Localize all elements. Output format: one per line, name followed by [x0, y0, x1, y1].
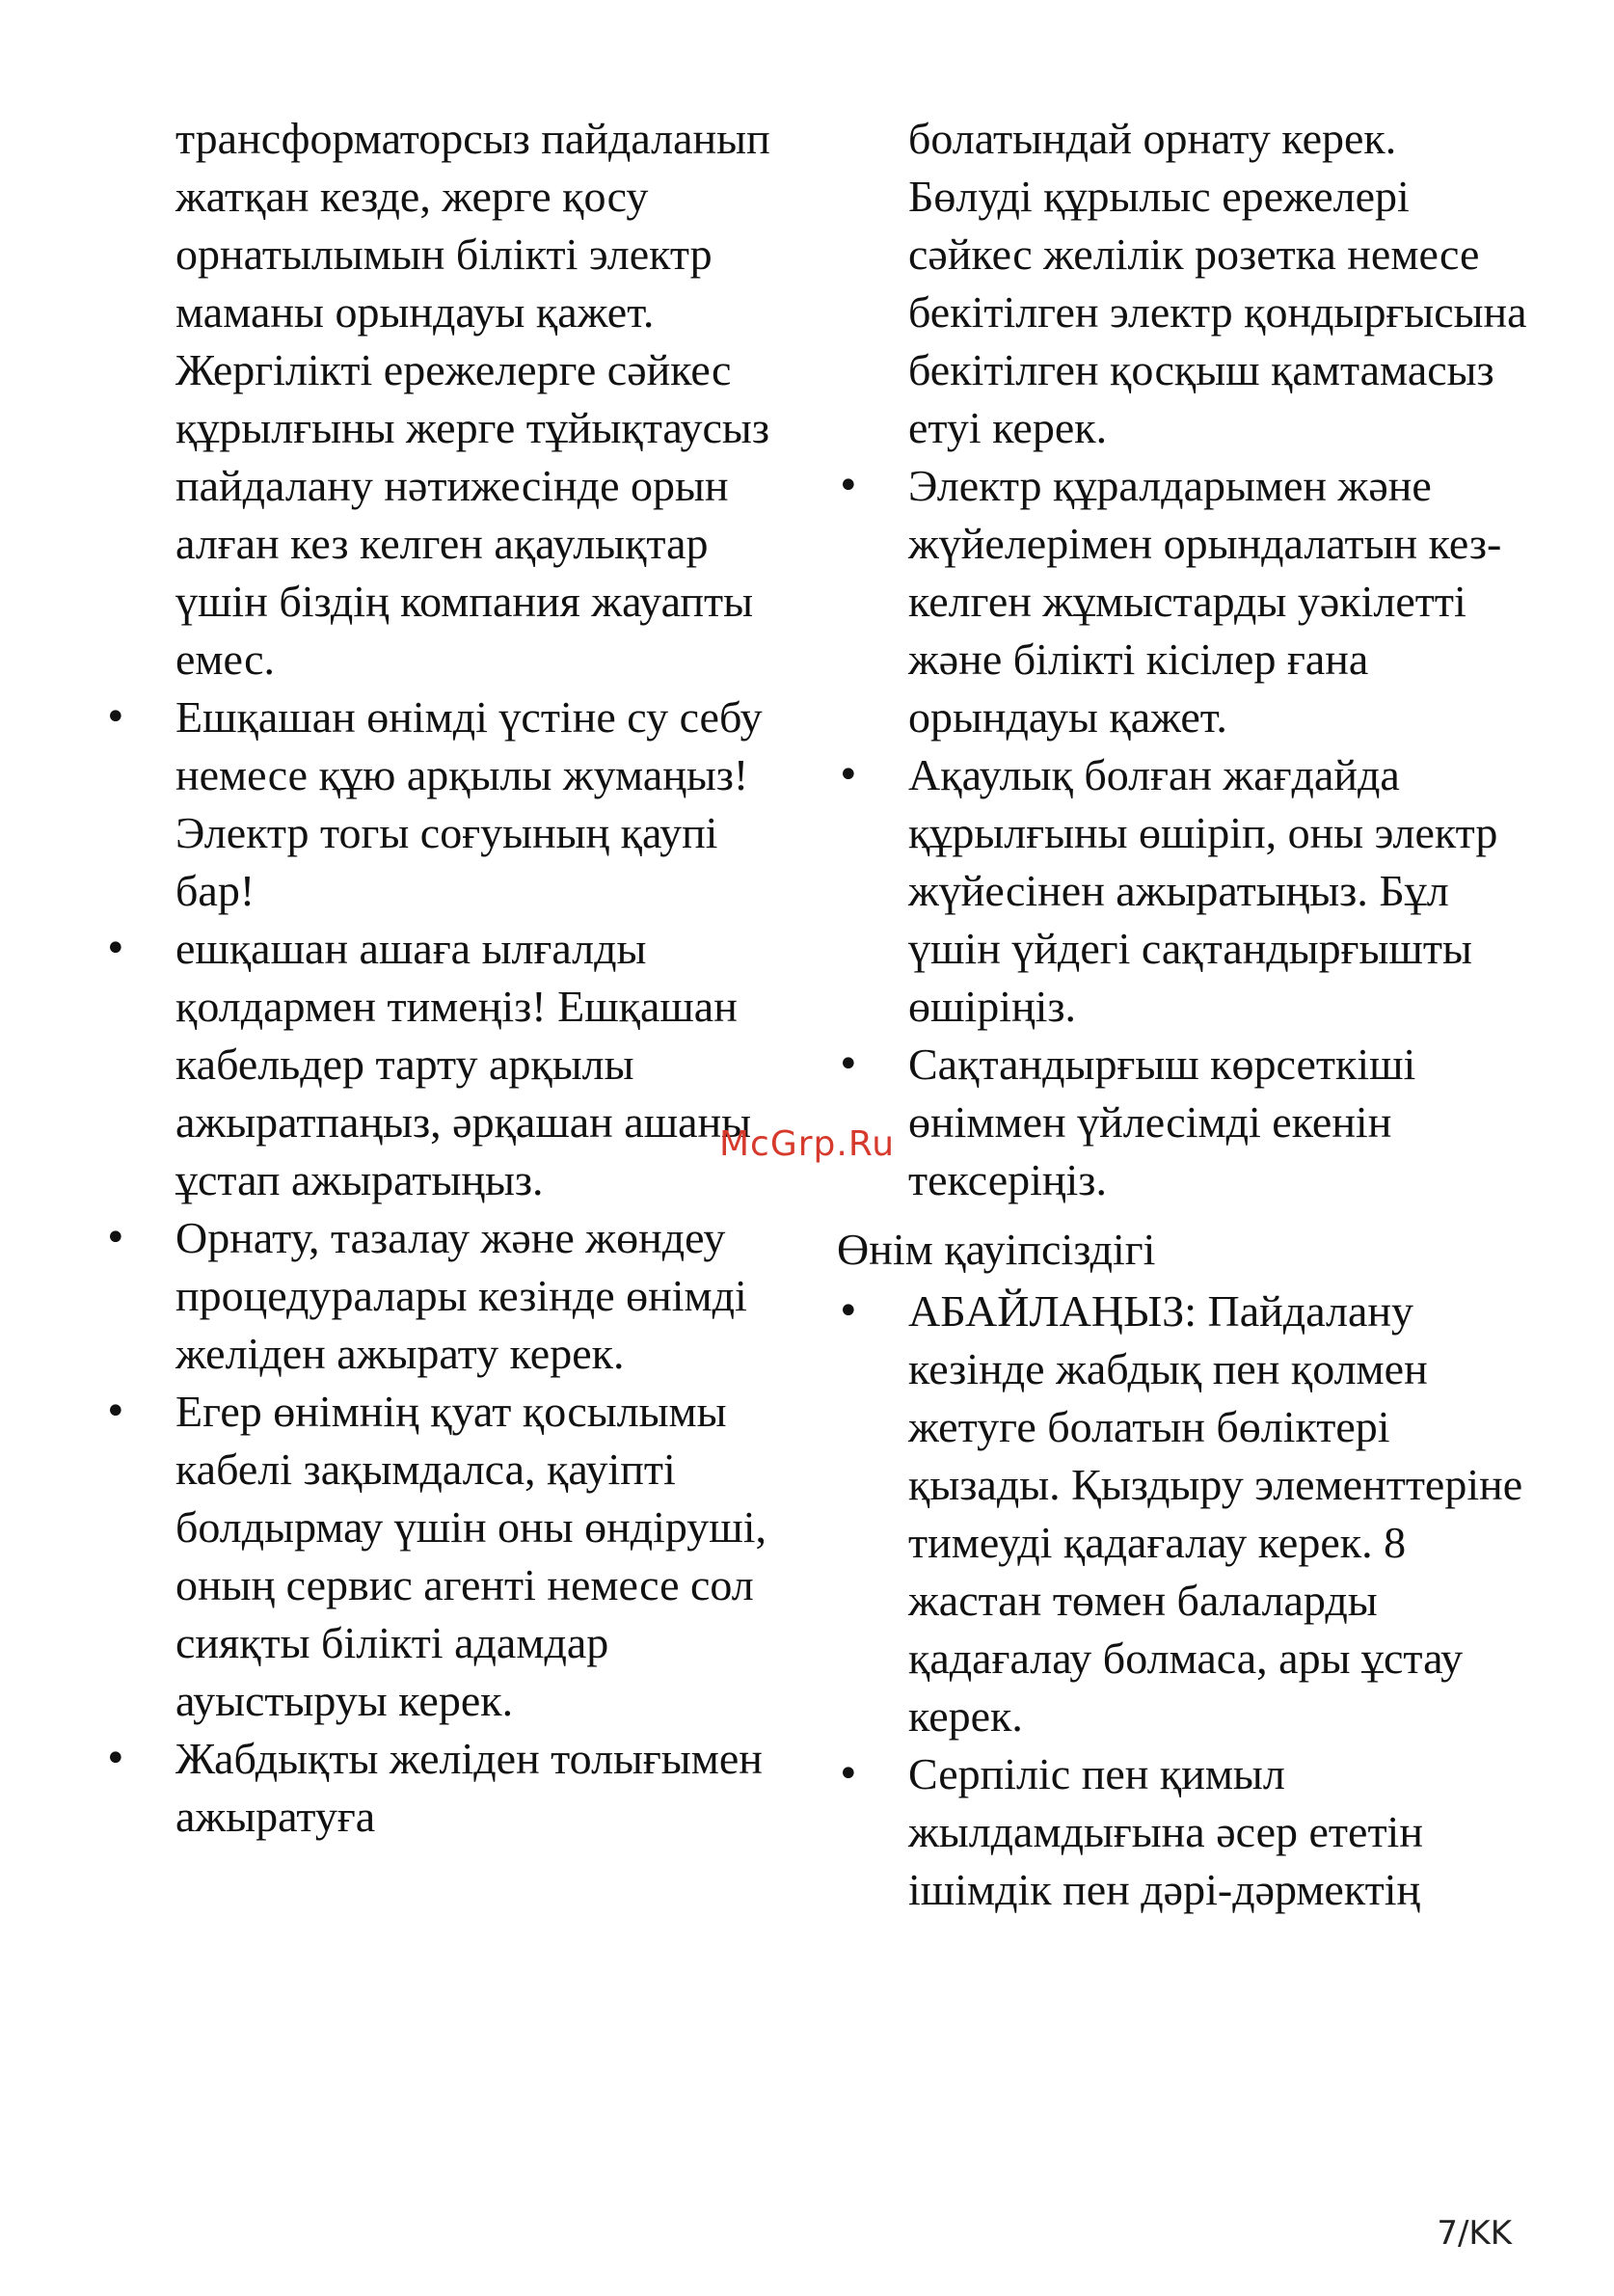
- watermark: McGrp.Ru: [719, 1124, 896, 1164]
- left-intro-paragraph: трансформаторсыз пайдаланып жатқан кезде, жерге қосу орнатылымын білікті электр маманы орындауы қажет. Жергілікті ережелерге сәйкес құрылғыны жерге тұйықтаусыз пайдалану нәтижесінде орын алған кез келген ақаулықтар үшін біздің компания жауапты емес.: [175, 114, 770, 684]
- list-item-text: Ақаулық болған жағдайда құрылғыны өшіріп, оны электр жүйесінен ажыратыңыз. Бұл үшін үйдегі сақтандырғышты өшіріңіз.: [908, 750, 1498, 1031]
- bullet-icon: •: [837, 753, 860, 797]
- list-item-text: ешқашан ашаға ылғалды қолдармен тимеңіз! Ешқашан кабельдер тарту арқылы ажыратпаңыз, әрқашан ашаны ұстап ажыратыңыз.: [175, 924, 752, 1204]
- page-number: 7/KK: [1437, 2214, 1512, 2253]
- bullet-icon: •: [104, 1216, 127, 1260]
- left-column: [104, 110, 798, 1846]
- list-item-text: АБАЙЛАҢЫЗ: Пайдалану кезінде жабдық пен қолмен жетуге болатын бөліктері қызады. Қыздыру элементтеріне тимеуді қадағалау керек. 8 жастан төмен балаларды қадағалау болмаса, ары ұстау керек.: [908, 1286, 1523, 1741]
- list-item-text: Серпіліс пен қимыл жылдамдығына әсер ететін ішімдік пен дәрі-дәрмектің: [908, 1749, 1423, 1914]
- list-item: [104, 920, 798, 1209]
- list-item-text: Ешқашан өнімді үстіне су себу немесе құю арқылы жумаңыз! Электр тогы соғуының қаупі бар!: [175, 692, 763, 915]
- bullet-icon: •: [104, 927, 127, 971]
- list-item: [837, 746, 1531, 1036]
- list-item: [104, 1209, 798, 1383]
- list-item-text: Жабдықты желіден толығымен ажыратуға: [175, 1734, 763, 1841]
- list-item: [837, 1036, 1531, 1209]
- section-heading: Өнім қауіпсіздігі: [837, 1225, 1156, 1274]
- right-intro-paragraph: болатындай орнату керек. Бөлуді құрылыс ережелері сәйкес желілік розетка немесе бекітілген электр қондырғысына бекітілген қосқыш қамтамасыз етуі керек.: [908, 114, 1527, 452]
- right-column: [837, 110, 1531, 1919]
- list-item: [837, 457, 1531, 746]
- bullet-icon: •: [837, 1289, 860, 1334]
- list-item: [837, 1283, 1531, 1745]
- bullet-icon: •: [104, 1737, 127, 1781]
- list-item: [837, 1745, 1531, 1919]
- list-item-text: Орнату, тазалау және жөндеу процедуралары кезінде өнімді желіден ажырату керек.: [175, 1213, 747, 1378]
- list-item: [104, 1730, 798, 1846]
- list-item-text: Егер өнімнің қуат қосылымы кабелі зақымдалса, қауіпті болдырмау үшін оны өндіруші, оның сервис агенті немесе сол сияқты білікті адамдар ауыстыруы керек.: [175, 1387, 767, 1725]
- bullet-icon: •: [837, 464, 860, 508]
- list-item: [104, 1383, 798, 1730]
- bullet-icon: •: [104, 1390, 127, 1434]
- bullet-icon: •: [837, 1752, 860, 1796]
- bullet-icon: •: [104, 695, 127, 740]
- list-item: [104, 689, 798, 920]
- list-item-text: Сақтандырғыш көрсеткіші өніммен үйлесімді екенін тексеріңіз.: [908, 1040, 1416, 1204]
- list-item-text: Электр құралдарымен және жүйелерімен орындалатын кез-келген жұмыстарды уәкілетті және білікті кісілер ғана орындауы қажет.: [908, 461, 1502, 742]
- bullet-icon: •: [837, 1042, 860, 1087]
